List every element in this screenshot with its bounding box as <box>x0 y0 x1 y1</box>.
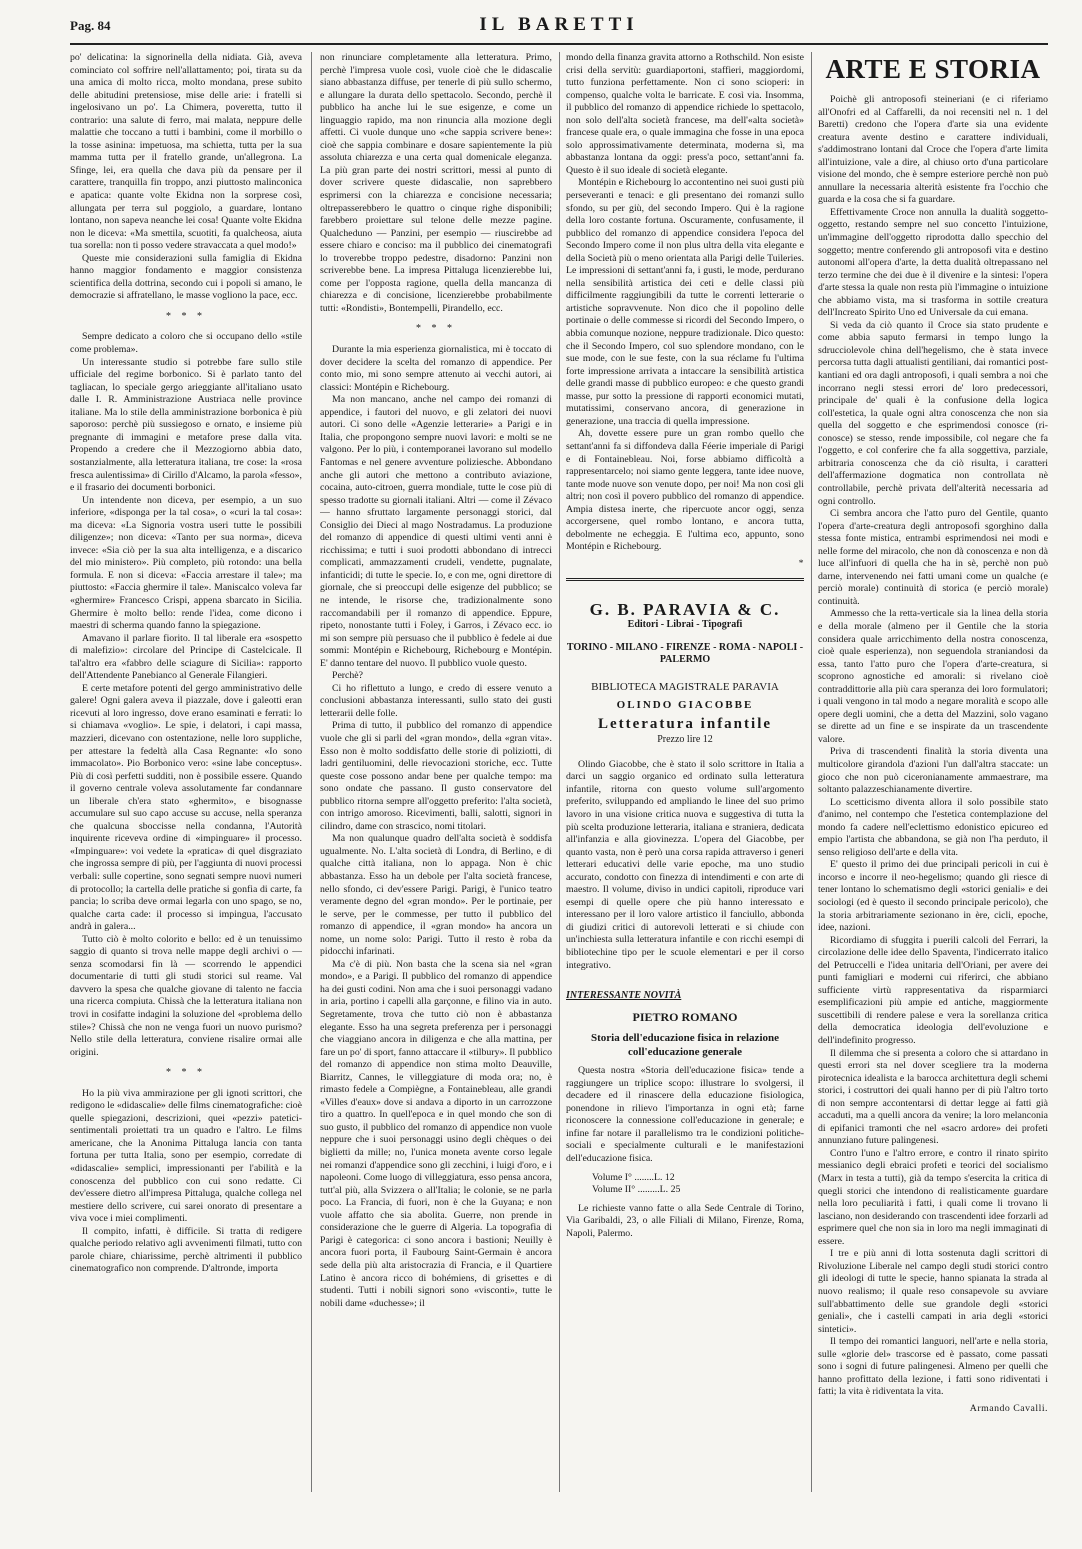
column-divider <box>811 52 812 1492</box>
paragraph: Ricordiamo di sfuggita i puerili calcoli del Ferrari, la circolazione delle idee dello Spaventa, l'indicerrato italico del Petruccelli e l'idea unitaria dell'Oriani, per avere dei punti famigliari e moderni cui riferirci, che abbiano sufficiente virtù rappresentativa da risparmiarci esemplificazioni più ampie ed antiche, maggiormente suscettibili di rendere palese e vera la sorellanza critica della democratica ideologia dell'evoluzione e dell'indefinito progresso. <box>818 934 1048 1047</box>
paragraph: Queste mie considerazioni sulla famiglia di Ekidna hanno maggior fondamento e maggior consistenza scientifica della dottrina, secondo cui i popoli si amano, le democrazie si affratellano, le masse vogliono la pace, ecc. <box>70 252 302 302</box>
ad-orders: Le richieste vanno fatte o alla Sede Centrale di Torino, Via Garibaldi, 23, o alle Filiali di Milano, Firenze, Roma, Napoli, Palermo. <box>566 1202 804 1239</box>
paragraph: Sempre dedicato a coloro che si occupano dello «stile come problema». <box>70 331 302 356</box>
ad-publisher: G. B. PARAVIA & C. <box>589 600 781 620</box>
column-4 <box>818 52 1048 1492</box>
paragraph: Ma non mancano, anche nel campo dei romanzi di appendice, i fautori del nuovo, e gli zelatori dei nuovi autori. Ci sono delle «Agenzie letterarie» a Parigi e in Italia, che propongono sempre nuovi lavori: e molti se ne valgono. Per lo più, i contemporanei lavorano sul modello Fantomas e nel genere avventure poliziesche. Abbondano anche gli autori che mettono a contributo aviazione, cocaina, auto-citroen, guerra mondiale, tutte le cose più di spesso tradotte su giornali italiani. Altri — come il Zévaco — hanno sfruttato largamente personaggi storici, dal Consiglio dei Dieci al mago Nostradamus. La produzione del romanzo di appendice di questi ultimi venti anni è ricchissima; e tutti i suoi prodotti abbondano di intrecci complicati, ammazzamenti crudeli, vendette, pugnalate, infanticidi; di tutte le specie. Io, e con me, ogni direttore di giornale, che si preoccupi delle esigenze del pubblico; se ne intende, le risorse che, tradizionalmente sono raccomandabili per il romanzo di appendice. Eppure, ripeto, nonostante tutti i Foley, i Garros, i Zévaco ecc. io mi son sempre più persuaso che il pubblico è fedele ai due sommi: Montépin e Richebourg, Richebourg e Montépin. E' danno tentare del nuovo. Il pubblico vuole questo. <box>320 394 552 669</box>
column-1 <box>70 52 302 1492</box>
paragraph: Ho la più viva ammirazione per gli ignoti scrittori, che redigono le «didascalie» delle films cinematografiche: cioè quelle spiegazioni, descrizioni, quei «pezzi» patetici-sentimentali proiettati tra un quadro e l'altro. Le films americane, che la Anonima Pittaluga lancia con tanta fortuna per tutta Italia, sono per esempio, corredate di «didascalie» semplici, impressionanti per l'abilità e la conoscenza del pubblico con cui sono redatte. Ci dev'essere dietro all'impresa Pittaluga, qualche collega nel mestiere dello scrivere, cui sarei onorato di presentare a viva voce i miei complimenti. <box>70 1087 302 1225</box>
section-title: ARTE E STORIA <box>825 54 1041 84</box>
paragraph: Lo scetticismo diventa allora il solo possibile stato d'animo, nel contempo che l'estetica contemplazione del mondo fa cadere nell'eclettismo edonistico epicureo ed empio l'artista che abbandona, se già non l'ha perduto, il senso religioso dell'arte e della vita. <box>818 796 1048 858</box>
paragraph: E certe metafore potenti del gergo amministrativo delle galere! Ogni galera aveva il piazzale, dove i galeotti eran ricevuti al loro ingresso, dove erano esaminati e ferrati: lo si chiamava «voglio». Le spie, i delatori, i capi massa, mazzieri, dicevano con ostentazione, nelle loro suppliche, per attestare la fedeltà alla Casa Regnante: «Io sono immacolato». Pio Borbonico vero: «sine labe conceptus». Più di così perfetti sudditi, non è possibile essere. Quando il governo centrale voleva assolutamente far condannare un liberale ch'era stato «ghermito», e bisognasse accumulare sul suo capo accuse su accuse, nella speranza che qualcuna sboccisse nella condanna, l'Autorità inquirente riceveva ordine di «impinguare» il processo. «Impinguare»: voi vedete la «pratica» di quel disgraziato che ingrossa sempre di più, per l'aggiunta di nuovi processi verbali: sulle copertine, sono segnati sempre nuovi numeri di protocollo; la cartella delle pratiche si gonfia di carte, fa pancia; lo scriba deve ormai legarla con uno spago, se no, qualche carta cade: il processo si impingua, l'accusato andrà in galera... <box>70 682 302 933</box>
paragraph: Il tempo dei romantici languori, nell'arte e nella storia, sulle «glorie del» trascorse ed è passato, come passati sono i sogni di future palingenesi. Almeno per quelli che hanno profittato della lezione, i fatti sono ridiventati i fatti; la vita è ridiventata la vita. <box>818 1336 1048 1398</box>
column-divider <box>559 52 560 1492</box>
paragraph: Contro l'uno e l'altro errore, e contro il rinato spirito messianico degli ebraici profeti e teorici del socialismo (Marx in testa a tutti), già da tempo s'esercita la critica di quegli storici che intendono di realisticamente guardare nella loro peculiarità i fatti, i quali come li trovano li lasciano, non desiderando con trascendenti idee forzarli ad esprimere quel che non sia in loro ma negli immaginati di essere. <box>818 1147 1048 1247</box>
paragraph: Effettivamente Croce non annulla la dualità soggetto-oggetto, restando sempre nel suo concetto l'intuizione, un'immagine dell'oggetto riprodotta dallo specchio del soggetto; mentre conferendo gli antroposofi vita e destino autonomi all'opera d'arte, la detta dualità oltrepassano nel terzo termine che dei due è il divenire e la sintesi: l'opera d'arte stessa la quale non resta più l'immagine o intuizione che abbiamo vista, ma si trasforma in sottile creatura dell'Increato Spirito Uno ed Universale da cui emana. <box>818 206 1048 319</box>
paragraph: non rinunciare completamente alla letteratura. Primo, perchè l'impresa vuole così, vuole cioè che le didascalie siano abbastanza diffuse, per tenerle di più sullo schermo, e allungare la durata dello spettacolo. Secondo, perchè il pubblico ha anche lui le sue esigenze, e come un linguaggio rapido, ma non rinuncia alla mozione degli affetti. Ci vuole dunque uno «che sappia scrivere bene»: cioè che sappia combinare e dosare sapientemente la più assoluta chiarezza e una certa qual domenicale eleganza. La più gran parte dei nostri scrittori, messi al punto di dover scrivere queste didascalie, non saprebbero esprimersi con la chiarezza e concisione necessaria; oltrepasserebbero le quattro o cinque righe disponibili; farebbero proiettare sul telone delle mezze pagine. Qualcheduno — Panzini, per esempio — riuscirebbe ad essere chiaro e conciso: ma il pubblico dei cinematografi lo troverebbe troppo pedestre, disadorno: Panzini non scriverebbe bene. La impresa Pittaluga licenzierebbe lui, come per l'opposta ragione, quella della mancanza di chiarezza e di concisione, licenzierebbe probabilmente tutti: «Rondisti», Bontempelli, Pirandello, ecc. <box>320 52 552 314</box>
paragraph: Ci sembra ancora che l'atto puro del Gentile, quanto l'opera d'arte-creatura degli antroposofi sgorghino dalla stessa fonte mistica, entrambi esprimendosi nei modi e nelle forme del miracolo, che non dà conoscenza e non dà luce all'infuori di quella che ha in sè, perchè non può darne, intervenendo nei fatti umani come un qualche (e perciò morale) continuità di storica (e perciò morale) continuità. <box>818 508 1048 607</box>
ad-series: BIBLIOTECA MAGISTRALE PARAVIA <box>591 680 779 693</box>
ad-description: Olindo Giacobbe, che è stato il solo scrittore in Italia a darci un saggio organico ed ordinato sulla letteratura infantile, ritorna con questo volume sull'argomento preferito, sviluppando ed ampliando le linee del suo primo lavoro in una visione critica nuova e suggestiva di tutta la più scelta produzione letteraria, italiana e straniera, dedicata all'infanzia e alla giovinezza. L'opera del Giacobbe, per quanto vasta, non è però una corsa rapida attraverso i generi letterari educativi delle varie epoche, ma uno studio accurato, condotto con finezza di intendimenti e con arte di maestro. Il volume, diviso in undici capitoli, riproduce vari esempi di quelle opere che più hanno interessato e interessano per il loro valore artistico il fanciullo, abbonda di giudizi critici di autorevoli letterati e si chiude con un'inchiesta sulla letteratura infantile e con ricchi esempi di bibliotechine tipo per le scuole elementari e per il corso integrativo. <box>566 758 804 971</box>
paragraph: Ma c'è di più. Non basta che la scena sia nel «gran mondo», e a Parigi. Il pubblico del romanzo di appendice ha dei gusti codini. Non ama che i suoi personaggi vadano in aria, portino i capelli alla garçonne, e filino via in auto. Segretamente, trova che tutto ciò non è abbastanza elegante. Esso ha una segreta preferenza per i personaggi che viaggiano ancora in diligenza e che alla mattina, per fare un po' di sport, fanno attaccare il «tilbury». Il pubblico del romanzo di appendice non stima molto Deauville, Biarritz, Cannes, le villeggiature di moda ora; no, è rimasto fedele a Compiègne, a Fontainebleau, alle grandi «Villes d'eaux» dove si andava a diporto in un carrozzone tiro a quattro. In quell'epoca e in quel mondo che son di suo gusto, il pubblico del romanzo di appendice non vuole neppure che i suoi personaggi usino degli chèques o dei biglietti da mille; no, l'unica moneta avente corso legale nei romanzi d'appendice sono gli zecchini, i luigi d'oro, e i napoleoni. Come luogo di villeggiatura, esso pensa ancora, tutt'al più, alla Svizzera o all'Italia; le colonie, se ne parla poco. La Francia, di fuori, non è che la Guyana; e non vuole affatto che sia abolita. Guerre, non prende in considerazione che le guerre di Algeria. La topografia di Parigi è categorica: ci sono ancora i bastioni; Neuilly è ancora fuori porta, il Faubourg Saint-Germain è ancora sede della più alta aristocrazia di Francia, e il Quartiere Latino è ancora ricco di bohémiens, di grisettes e di studenti. Tutti i nobili signori sono «visconti», tutte le nobili dame «duchesse»; il <box>320 958 552 1309</box>
paragraph: Montépin e Richebourg lo accontentino nei suoi gusti più perseveranti e tenaci: e gli presentano dei romanzi sullo sfondo, su per giù, del secondo Impero. Qui è la ragione della loro costante fortuna. Oscuramente, confusamente, il pubblico del romanzo di appendice considera l'epoca del Secondo Impero come il non plus ultra della vita elegante e della Società più o meno orientata alla Parigi delle Tuileries. Le impressioni di settant'anni fa, i gusti, le mode, perdurano nella sensibilità artistica dei ceti e delle classi più difficilmente raggiungibili da tutte le correnti letterarie o artistiche sopravvenute. Non dico che il popolino delle portinaie o delle commesse si ricordi del Secondo Impero, o abbia comunque nozione, neppure tradizionale. Dico questo: che il Secondo Impero, col suo splendore mondano, con le sue mode, con le sue feste, con la sua réclame fu l'ultima forte impressione arrivata a intaccare la sensibilità artistica delle grandi masse di pubblico europeo: e che questo grandi masse, pur sotto la pressione di rapporti economici mutati, mutatissimi, conservano ancora, di generazione in generazione, una traccia di quella impressione. <box>566 177 804 427</box>
page-header <box>70 14 1048 38</box>
paragraph: Durante la mia esperienza giornalistica, mi è toccato di dover decidere la scelta del romanzo di appendice. Per conto mio, mi sono sempre attenuto ai vecchi autori, ai classici: Montépin e Richebourg. <box>320 344 552 393</box>
paragraph: E' questo il primo dei due principali pericoli in cui è incorso e incorre il neo-hegelismo; quando gli riesce di tener lontano lo schematismo degli «storici geniali» e dei sociologi (ed è questo il secondo principale pericolo), che la storia arbitrariamente sezionano in ère, cicli, epoche, idee, nazioni. <box>818 859 1048 934</box>
paragraph: I tre e più anni di lotta sostenuta dagli scrittori di Rivoluzione Liberale nel campo degli studi storici contro gli ideologi di tutte le specie, hanno spianata la strada al nuovo realismo; il quale reso consapevole su avviare sull'abbattimento delle sue grandole degli «storici geniali», che i castelli campati in aria degli «storici sintetici». <box>818 1248 1048 1335</box>
ad-author-2: PIETRO ROMANO <box>632 1009 738 1024</box>
ad-volume-2: Volume II° .........L. 25 <box>592 1184 681 1196</box>
section-separator: * * * <box>166 1067 206 1079</box>
ad-publisher-subtitle: Editori - Librai - Tipografi <box>627 618 743 630</box>
paragraph: Il compito, infatti, è difficile. Si tratta di redigere qualche periodo relativo agli avvenimenti filmati, tutto con parole chiare, chiarissime, perchè altrimenti il pubblico cinematografico non comprende. D'altronde, importa <box>70 1225 302 1275</box>
ad-volume-1: Volume I° ........L. 12 <box>592 1171 675 1183</box>
page-number: Pag. 84 <box>70 18 111 33</box>
column-3 <box>566 52 804 1492</box>
paragraph: Un intendente non diceva, per esempio, a un suo inferiore, «disponga per la tal cosa», o «curi la tal cosa»: ma diceva: «La Signoria vostra useri tutte le possibili diligenze»; non diceva: «Tanto per sua norma», diceva invece: «Sia ciò per la sua alta intelligenza, e a discarico del mio ministero». Più completo, più rotondo: una bella formula. E non si diceva: «Faccia arrestare il tale»; ma piuttosto: «Faccia ghermire il tale». Maniscalco voleva far «ghermire» Francesco Crispi, appena sbarcato in Sicilia. Ghermire è molto bello: rende l'idea, come dicono i maestri di scherma quando fanno la spiegazione. <box>70 494 302 632</box>
paragraph: Ah, dovette essere pure un gran rombo quello che settant'anni fa si diffondeva dalla Féerie imperiale di Parigi e di Fontainebleau. Noi, forse abbiamo difficoltà a rappresentarcelo; noi siamo gente leggera, tante idee nuove, tante mode nuove son venute dopo, per noi! Ma non così gli altri; non così il povero pubblico del romanzo di appendice. Ampia distesa inerte, che ripercuote ancor oggi, senza accorgersene, quel rombo lontano, e ancora tutta, debolmente ne echeggia. E l'ultima eco, appunto, sono Montépin e Richebourg. <box>566 428 804 553</box>
section-separator: * * * <box>416 323 456 335</box>
ad-book-title: Letteratura infantile <box>597 715 773 732</box>
ad-novelty-label: INTERESSANTE NOVITÀ <box>566 990 682 1002</box>
paragraph: Priva di trascendenti finalità la storia diventa una multicolore girandola d'azioni l'un dall'altra staccate: un gioco che non può ciceronianamente ammaestrare, ma soltanto palazzeschianamente divertire. <box>818 746 1048 796</box>
paragraph: Un interessante studio si potrebbe fare sullo stile ufficiale del regime borbonico. Si è parlato tanto del tagliacan, lo speciale gergo arieggiante all'italiano usato dalle I. R. Amministrazione Austriaca nelle province italiane. Ma lo stile della amministrazione borbonica è più saporoso: perchè più sussiegoso e ornato, e insieme più pregnante di immagini e metafore prese dalla vita. Propendo a credere che il Mezzogiorno abbia dato, sostanzialmente, alla letteratura italiana, tre cose: la «rosa fresca aulentissima» di Cirillo d'Alcamo, la parola «fesso», e il frasario dei documenti borbonici. <box>70 356 302 494</box>
ad-description-2: Questa nostra «Storia dell'educazione fisica» tende a raggiungere un triplice scopo: illustrare lo svolgersi, il decadere ed il rinascere della educazione fisiologica, ponendone in rilievo l'importanza in ogni età; farne riconoscere la connessione coll'educazione in generale; e infine far notare il parallelismo tra le condizioni politiche-sociali e specialmente culturali e le manifestazioni dell'educazione fisica. <box>566 1065 804 1165</box>
column-2 <box>320 52 552 1492</box>
paragraph: Poichè gli antroposofi steineriani (e ci riferiamo all'Onofri ed al Caffarelli, da noi recensiti nel n. 1 del Baretti) credono che l'opera d'arte sia una evidente creatura avente destino e carattere individuali, s'addimostrano lontani dal Croce che l'opera d'arte limita all'intuizione, vale a dire, al chiuso orto d'una particolare visione del mondo, che è sempre esteriore perchè non può annullare la necessaria alterità esistente fra l'occhio che guarda e la cosa che si fa guardare. <box>818 94 1048 206</box>
paragraph: Si veda da ciò quanto il Croce sia stato prudente e come abbia saputo fermarsi in tempo lungo la sdrucciolevole china dell'hegelismo, che è stata invece percorsa tutta dagli attualisti gentiliani, dai romantici post-kantiani ed ora dagli antroposofi, i quali sembra a noi che incorrano negli stessi errori de' loro predecessori, principale de' quali è la confusione della logica coll'estetica, la quale ogni altra conoscenza che non sia quella del soggetto e che esprimendosi conosce (ri-conosce) se stesso, rende impossibile, col negare che fa l'oggetto, e col conferire che fa alla soggettiva, parziale, arbitraria conoscenza che da ciò risulta, i caratteri dell'affermazione dogmatica non controllata nè controllabile, perchè privata dell'alterità necessaria ad ogni controllo. <box>818 319 1048 507</box>
advertisement-rule <box>566 578 804 586</box>
paragraph: Perchè? <box>332 670 364 682</box>
paragraph: po' delicatina: la signorinella della nidiata. Già, aveva cominciato col soffrire nell'allattamento; poi, tirata su da una amica di molto ricca, molto mondana, prese subito delle abitudini pretensiose, mise delle arie: i fratelli si ingelosivano un po'. La Chimera, poveretta, tutto il contrario: una salute di ferro, mai malata, neppure delle malattie che toccano a tutti i bambini, come il morbillo o la tosse asinina: impetuosa, ma schietta, tutta per la sua mamma tutta per il fratello grande, un'allegrona. La Sfinge, lei, era quella che dava più da pensare per il carattere, tranquilla fin troppo, anzi piuttosto malinconica e apatica: quante volte Ekidna non la sorprese così, allungata per terra sul poggiolo, a guardare, lontano lontano, non sapeva neanche lei cosa! Quante volte Ekidna non le diceva: «Ma smettila, scuotiti, fa qualcheosa, aiuta tua sorella: non ti posso vedere stravaccata a quel modo!» <box>70 52 302 252</box>
ad-cities: TORINO - MILANO - FIRENZE - ROMA - NAPOLI - PALERMO <box>566 641 804 666</box>
end-mark: * <box>798 557 804 569</box>
paragraph: Prima di tutto, il pubblico del romanzo di appendice vuole che gli si parli del «gran mondo», della «gran vita». Esso non è molto soddisfatto delle storie di poliziotti, di ladri gentiluomini, delle rievocazioni storiche, ecc. Tutte queste cose possono andar bene per qualche tempo: ma sono ondate che passano. Il gusto conservatore del pubblico ritorna sempre all'oggetto preferito: l'alta società, con intrigo amoroso. Ricevimenti, balli, salotti, signori in cilindro, dame con strascico, nomi titolari. <box>320 720 552 832</box>
column-divider <box>311 52 312 1492</box>
paragraph: Tutto ciò è molto colorito e bello: ed è un tenuissimo saggio di quanto si trova nelle mappe degli archivi o — senza scomodarsi fin là — scorrendo le appendici documentarie di tutti gli studi storici sul reame. Val davvero la spesa che qualche giovane di talento ne faccia una ricerca compiuta. Chissà che la letteratura italiana non trovi in cosifatte indagini la soluzione del «problema dello stile»? Chissà che non ne venga fuori un nuovo purismo? Nello stile della letteratura, conviene risalire ormai alle origini. <box>70 933 302 1058</box>
ad-author: OLINDO GIACOBBE <box>616 699 754 712</box>
paragraph: Il dilemma che si presenta a coloro che si attardano in questi errori sta nel dover scegliere tra la moderna pirotecnica idealista e la barocca architettura degli schemi storici, i costruttori dei quali hanno per di più l'altro torto di non sempre accontentarsi di dettar legge ai fatti già accaduti, ma a quelli ancora da venire; la loro melanconia di epifanici tramonti che nel «sacro ardore» dei profeti annunziano future palingenesi. <box>818 1047 1048 1147</box>
masthead-title: IL BARETTI <box>479 14 639 35</box>
paragraph: Ammesso che la retta-verticale sia la linea della storia e della morale (almeno per il Gentile che la storia considera quale arricchimento della nostra conoscenza, cioè quale esperienza), non seguendola straniandosi da essa, tanto l'atto puro che l'opera d'arte-creatura, si scoprono agnostiche ed amorali: si rivelano cioè contraddittorie alla più cara speranza dei loro formulatori; i quali vengono in tal modo a negare moralità e scopo alle opere degli uomini, che a detta del Mazzini, solo vagano se dirette ad un fine e se inspirate da un trascendente valore. <box>818 608 1048 745</box>
section-separator: * * * <box>166 310 206 322</box>
author-signature: Armando Cavalli. <box>969 1402 1048 1414</box>
ad-book-title-2: Storia dell'educazione fisica in relazione coll'educazione generale <box>591 1032 779 1059</box>
paragraph: Ma non qualunque quadro dell'alta società è soddisfa ugualmente. No. L'alta società di Londra, di Berlino, e di qualche città italiana, non lo appaga. Non è chic abbastanza. Esso ha un debole per l'alta società francese, nello sfondo, ci dev'essere Parigi. Parigi, è l'unico teatro veramente degno del «gran mondo». Per le portinaie, per le serve, per le commesse, per tutto il pubblico del romanzo di appendice, il «gran mondo» ha ancora un nome, un nome solo: Parigi. Tutto il resto è roba da pidocchi infarinati. <box>320 833 552 958</box>
paragraph: Ci ho riflettuto a lungo, e credo di essere venuto a conclusioni abbastanza interessanti, sullo stato dei gusti letterarii delle folle. <box>320 682 552 719</box>
header-rule <box>70 43 1048 45</box>
ad-price: Prezzo lire 12 <box>657 734 713 746</box>
advertisement <box>566 578 804 1240</box>
paragraph: mondo della finanza gravita attorno a Rothschild. Non esiste crisi della servitù: guardiaportoni, staffieri, maggiordomi, tutto funziona perfettamente. Non ci sono scioperi: in compenso, qualche volta le barricate. E così via. Insomma, il pubblico del romanzo di appendice richiede lo spettacolo, non solo dell'alta società francese, ma dell'«alta società» francese quale era, o quale immagina che fosse in una epoca solo approssimativamente determinata, moderna sì, ma abbastanza lontana da oggi: press'a poco, settant'anni fa. Questo è il suo ideale di società elegante. <box>566 52 804 176</box>
paragraph: Amavano il parlare fiorito. Il tal liberale era «sospetto di malefizio»: circolare del Principe di Castelcicale. Il tal'altro era «fabbro delle sciagure di Sicilia»: rapporto dell'Attendente Panebianco al Generale Filangieri. <box>70 632 302 682</box>
